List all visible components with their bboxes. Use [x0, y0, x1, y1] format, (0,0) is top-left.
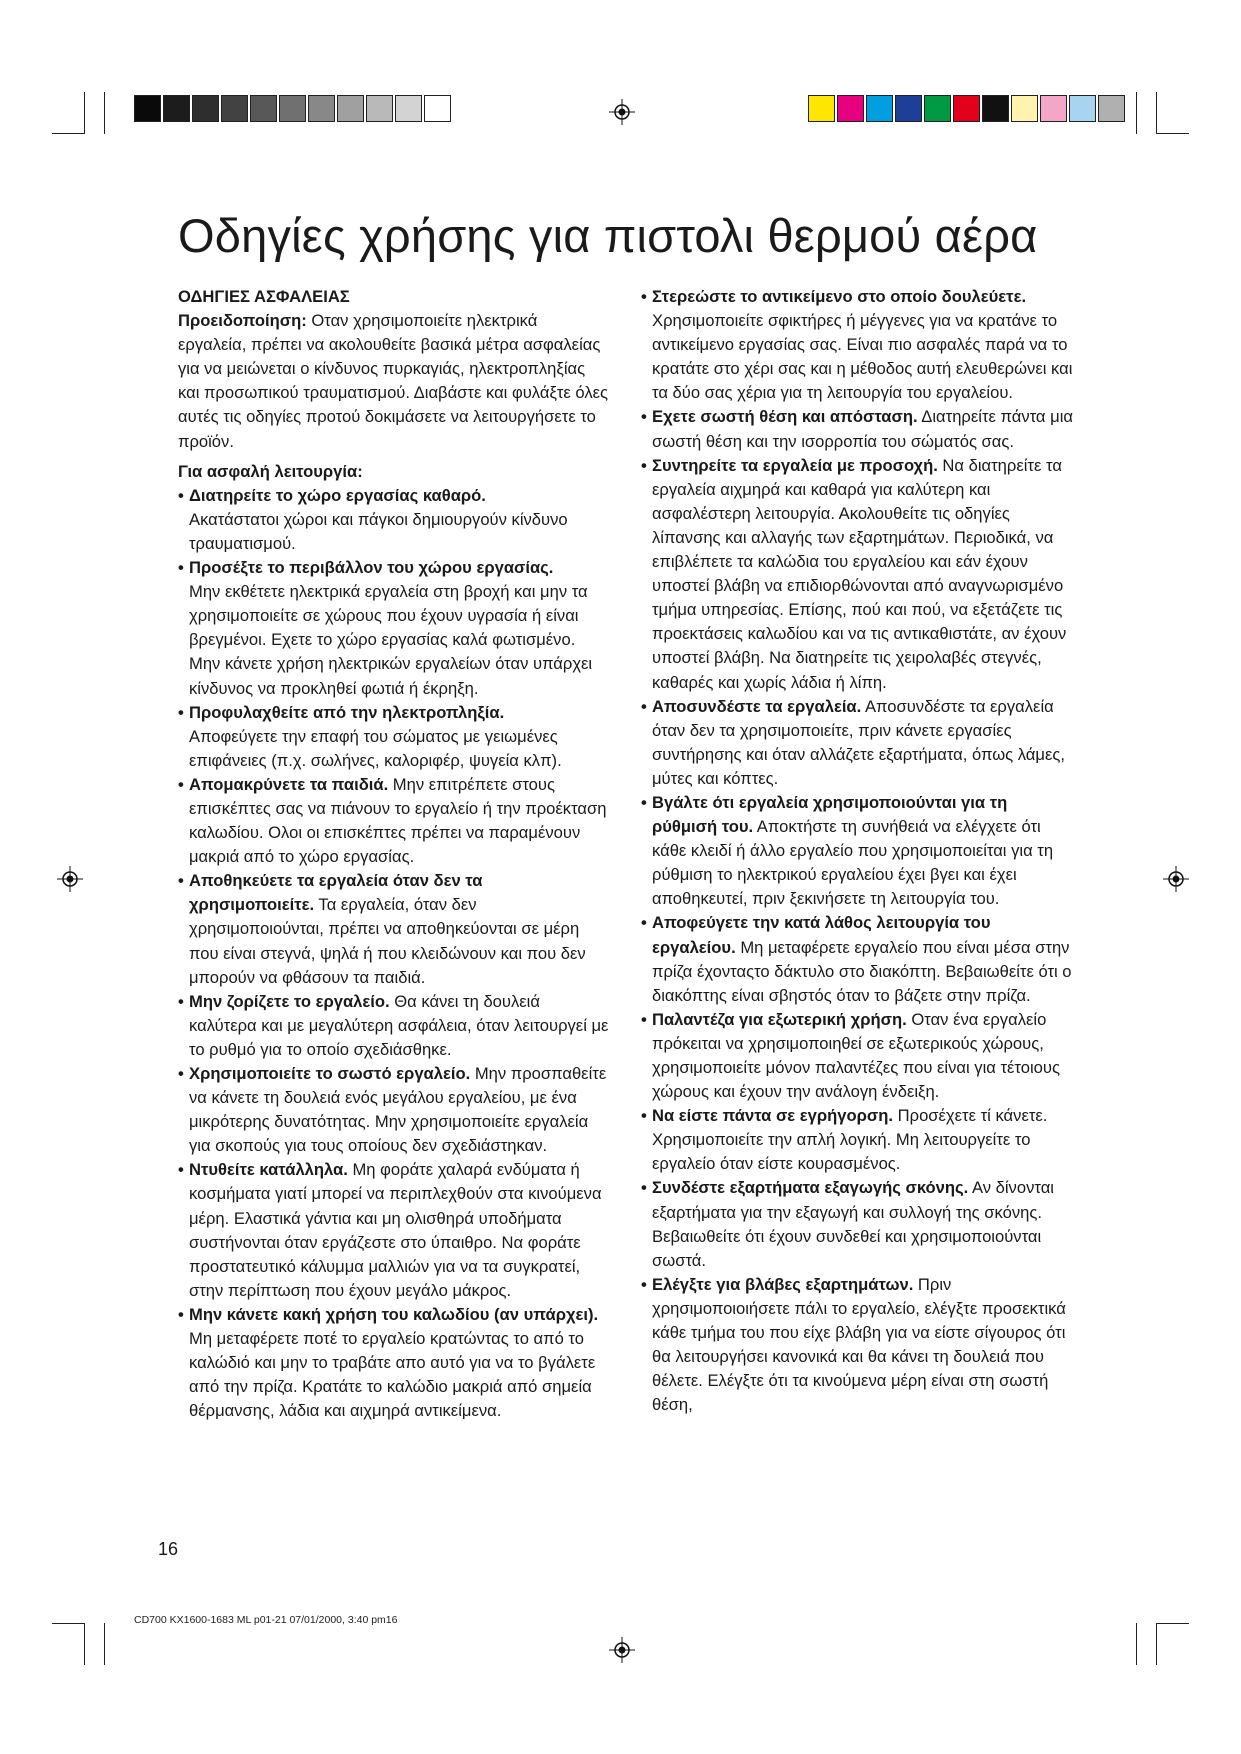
safety-item-body	[189, 1062, 610, 1158]
safety-item-title: Διατηρείτε το χώρο εργασίας καθαρό.	[189, 485, 486, 505]
bullet-icon: •	[641, 792, 647, 812]
safety-item-text: Ακατάστατοι χώροι και πάγκοι δημιουργούν κίνδυνο τραυματισμού.	[189, 509, 568, 553]
safety-item-body	[652, 695, 1073, 791]
gray-swatch-2	[192, 95, 219, 122]
bullet-icon: •	[641, 696, 647, 716]
color-swatch-4	[924, 95, 951, 122]
safety-heading: ΟΔΗΓΙΕΣ ΑΣΦΑΛΕΙΑΣ	[178, 287, 350, 306]
safety-item	[641, 1104, 1073, 1176]
safety-item-title: Μην κάνετε κακή χρήση του καλωδίου (αν υπάρχει).	[189, 1304, 599, 1324]
warning-paragraph	[178, 309, 610, 454]
safety-item-title: Αποθηκεύετε τα εργαλεία όταν δεν τα χρησιμοποιείτε.	[189, 871, 483, 915]
safety-item-text: Αποσυνδέστε τα εργαλεία όταν δεν τα χρησιμοποιείτε, πριν κάνετε εργασίες συντήρησης και όταν αλλάζετε εξαρτήματα, όπως λάμες, μύτες και κόπτες.	[652, 696, 1065, 788]
bullet-icon: •	[641, 913, 647, 933]
bullet-icon: •	[178, 774, 184, 794]
safety-item-body	[652, 1273, 1073, 1418]
page-number: 16	[158, 1539, 179, 1559]
safety-item-text: Οταν ένα εργαλείο πρόκειται να χρησιμοποιηθεί σε εξωτερικούς χώρους, χρησιμοποιείτε μόνον παλαντέζες που είναι για τέτοιους χώρους και έχουν την ανάλογη ένδειξη.	[652, 1009, 1060, 1102]
gray-swatch-6	[308, 95, 335, 122]
safety-item-body	[652, 1176, 1073, 1272]
gray-swatch-9	[395, 95, 422, 122]
bullet-icon: •	[641, 407, 647, 427]
safety-item-title: Παλαντέζα για εξωτερική χρήση.	[652, 1009, 907, 1029]
safety-item	[641, 1273, 1073, 1418]
safety-item-body	[189, 869, 610, 989]
color-swatch-9	[1069, 95, 1096, 122]
bullet-icon: •	[641, 1178, 647, 1198]
warning-text: Οταν χρησιμοποιείτε ηλεκτρικά εργαλεία, πρέπει να ακολουθείτε βασικά μέτρα ασφαλείας για να μειώνεται ο κίνδυνος πυρκαγιάς, ηλεκτροπληξίας και προσωπικού τραυματισμού. Διαβάστε και φυλάξτε όλες αυτές τις οδηγίες προτού δοκιμάσετε να λειτουργήσετε το προϊόν.	[178, 311, 609, 451]
safety-item	[178, 701, 610, 773]
safety-item-body	[189, 1158, 610, 1303]
color-swatch-7	[1011, 95, 1038, 122]
gray-swatch-5	[279, 95, 306, 122]
bullet-icon: •	[178, 1064, 184, 1083]
safety-item	[178, 1062, 610, 1158]
safety-item-body	[652, 405, 1073, 453]
safety-item	[641, 285, 1073, 405]
safety-item-title: Εχετε σωστή θέση και απόσταση.	[652, 407, 918, 427]
color-swatch-0	[808, 95, 835, 122]
registration-mark-icon	[57, 866, 83, 892]
safety-item-title: Μην ζορίζετε το εργαλείο.	[189, 991, 390, 1011]
safety-item-title: Ελέγξτε για βλάβες εξαρτημάτων.	[652, 1274, 914, 1294]
safety-item-text: Μη μεταφέρετε ποτέ το εργαλείο κρατώντας το από το καλώδιό και μην το τραβάτε απο αυτό για να το βγάλετε από την πρίζα. Κρατάτε το καλώδιο μακριά από σημεία θέρμανσης, λάδια και αιχμηρά αντικείμενα.	[189, 1329, 596, 1421]
warning-label: Προειδοποίηση:	[178, 311, 307, 331]
bullet-icon: •	[641, 455, 647, 475]
safety-item-body	[189, 484, 610, 556]
safety-item-text: Να διατηρείτε τα εργαλεία αιχμηρά και καθαρά για καλύτερη και ασφαλέστερη λειτουργία. Ακολουθείτε τις οδηγίες λίπανσης και αλλαγής των εξαρτημάτων. Περιοδικά, να επιβλέπετε τα καλώδια του εργαλείου και εάν έχουν υποστεί βλάβη να επιδιορθώνονται από αναγνωρισμένο τμήμα υπηρεσίας. Επίσης, πού και πού, να εξετάζετε τις προεκτάσεις καλωδίου και να τις αντικαθιστάτε, αν έχουν υποστεί βλάβη. Να διατηρείτε τις χειρολαβές στεγνές, καθαρές και χωρίς λάδια ή λίπη.	[652, 455, 1067, 692]
safety-item-title: Χρησιμοποιείτε το σωστό εργαλείο.	[189, 1064, 471, 1083]
safety-item-text: Αποφεύγετε την επαφή του σώματος με γειωμένες επιφάνειες (π.χ. σωλήνες, καλοριφέρ, ψυγεία κλπ).	[189, 726, 562, 770]
safety-item-text: Μην προσπαθείτε να κάνετε τη δουλειά ενός μεγάλου εργαλείου, με ένα μικρότερης δυνατότητας. Μην χρησιμοποιείτε εργαλεία για σκοπούς για τους οποίους δεν σχεδιάστηκαν.	[189, 1064, 607, 1156]
safety-item-title: Βγάλτε ότι εργαλεία χρησιμοποιούνται για τη ρύθμισή του.	[652, 792, 1008, 837]
registration-mark-icon	[609, 99, 635, 125]
safety-item-text: Θα κάνει τη δουλειά καλύτερα και με μεγαλύτερη ασφάλεια, όταν λειτουργεί με το ρυθμό για το οποίο σχεδιάσθηκε.	[189, 991, 609, 1059]
safety-item-text: Μη μεταφέρετε εργαλείο που είναι μέσα στην πρίζα έχονταςτο δάκτυλο στο διακόπτη. Βεβαιωθείτε ότι ο διακόπτης είναι σβηστός όταν το βάζετε στην πρίζα.	[652, 937, 1072, 1005]
color-swatch-6	[982, 95, 1009, 122]
gray-swatch-7	[337, 95, 364, 122]
color-swatch-1	[837, 95, 864, 122]
safety-item-title: Στερεώστε το αντικείμενο στο οποίο δουλεύετε.	[652, 287, 1027, 306]
bullet-icon: •	[178, 485, 184, 505]
safety-item	[641, 791, 1073, 911]
color-swatch-3	[895, 95, 922, 122]
safety-item	[641, 1176, 1073, 1272]
bullet-icon: •	[178, 1304, 184, 1324]
safe-operation-heading: Για ασφαλή λειτουργία:	[178, 461, 363, 481]
safety-item	[641, 405, 1073, 453]
gray-swatch-0	[134, 95, 161, 122]
color-swatch-8	[1040, 95, 1067, 122]
safety-item-body	[652, 911, 1073, 1007]
safety-item-text: Μη φοράτε χαλαρά ενδύματα ή κοσμήματα γιατί μπορεί να περιπλεχθούν στα κινούμενα μέρη. Ελαστικά γάντια και μη ολισθηρά υποδήματα συστήνονται όταν εργάζεστε στο ύπαιθρο. Να φοράτε προστατευτικό κάλυμμα μαλλιών για να τα συγκρατεί, στην περίπτωση που έχουν μεγάλο μάκρος.	[189, 1160, 602, 1300]
safety-item-text: Διατηρείτε πάντα μια σωστή θέση και την ισορροπία του σώματός σας.	[652, 407, 1073, 451]
bullet-icon: •	[641, 1009, 647, 1029]
safety-item-text: Τα εργαλεία, όταν δεν χρησιμοποιούνται, πρέπει να αποθηκεύονται σε μέρη που είναι στεγνά, ψηλά ή που κλειδώνουν και που δεν μπορούν να φθάσουν τα παιδιά.	[189, 895, 586, 987]
safety-item-body	[189, 773, 610, 869]
safety-item-title: Συνδέστε εξαρτήματα εξαγωγής σκόνης.	[652, 1178, 969, 1198]
safety-item-title: Αποσυνδέστε τα εργαλεία.	[652, 696, 862, 716]
gray-swatch-4	[250, 95, 277, 122]
bullet-icon: •	[178, 991, 184, 1011]
safety-item-text: Μην εκθέτετε ηλεκτρικά εργαλεία στη βροχή και μην τα χρησιμοποιείτε σε χώρους που έχουν υγρασία ή είναι βρεγμένοι. Εχετε το χώρο εργασίας καλά φωτισμένο. Μην κάνετε χρήση ηλεκτρικών εργαλείων όταν υπάρχει κίνδυνος να προκληθεί φωτιά ή έκρηξη.	[189, 582, 593, 698]
safety-item-body	[652, 454, 1073, 695]
safety-item-body	[652, 285, 1073, 405]
safety-item	[641, 454, 1073, 695]
gray-swatch-3	[221, 95, 248, 122]
bullet-icon: •	[178, 1160, 184, 1180]
gray-swatch-10	[424, 95, 451, 122]
bullet-icon: •	[641, 1106, 647, 1126]
safety-item-text: Προσέχετε τί κάνετε. Χρησιμοποιείτε την απλή λογική. Μη λειτουργείτε το εργαλείο όταν είστε κουρασμένος.	[652, 1106, 1048, 1174]
safety-item-title: Προφυλαχθείτε από την ηλεκτροπληξία.	[189, 702, 505, 722]
bullet-icon: •	[641, 287, 647, 306]
safety-list-left	[178, 484, 610, 1424]
safety-item-text: Αν δίνονται εξαρτήματα για την εξαγωγή και συλλογή της σκόνης. Βεβαιωθείτε ότι έχουν συνδεθεί και χρησιμοποιούνται σωστά.	[652, 1178, 1054, 1270]
safety-item-text: Αποκτήστε τη συνήθειά να ελέγχετε ότι κάθε κλειδί ή άλλο εργαλείο που χρησιμοποιείται για τη ρύθμιση το ηλεκτρικού εργαλείου έχει βγει και έχει αποθηκευτεί, πριν ξεκινήσετε τη λειτουργία του.	[652, 817, 1054, 909]
safety-item	[178, 556, 610, 701]
bullet-icon: •	[641, 1274, 647, 1294]
safety-item-body	[189, 1303, 610, 1423]
safety-item	[641, 695, 1073, 791]
color-swatch-2	[866, 95, 893, 122]
bullet-icon: •	[178, 702, 184, 722]
registration-mark-icon	[1163, 866, 1189, 892]
safety-item-body	[652, 791, 1073, 911]
color-swatch-5	[953, 95, 980, 122]
safety-item	[641, 1008, 1073, 1104]
safety-item-text: Χρησιμοποιείτε σφικτήρες ή μέγγενες για να κρατάνε το αντικείμενο εργασίας σας. Είναι πιο ασφαλές παρά να το κρατάτε στο χέρι σας και η μέθοδος αυτή ελευθερώνει και τα δύο σας χέρια για τη λειτουργία του εργαλείου.	[652, 311, 1073, 403]
color-calibration-bar	[808, 95, 1127, 122]
bullet-icon: •	[178, 871, 184, 891]
safety-item	[178, 990, 610, 1062]
safety-item-title: Αποφεύγετε την κατά λάθος λειτουργία του εργαλείου.	[652, 913, 991, 957]
safety-item-body	[652, 1008, 1073, 1104]
safety-list-right	[641, 285, 1073, 1417]
safety-item-text: Μην επιτρέπετε στους επισκέπτες σας να πιάνουν το εργαλείο ή την προέκταση καλωδίου. Ολοι οι επισκέπτες πρέπει να παραμένουν μακριά από το χώρο εργασίας.	[189, 774, 607, 867]
safety-item	[641, 911, 1073, 1007]
page-title: Οδηγίες χρήσης για πιστολι θερμού αέρα	[178, 209, 1038, 262]
safety-item-title: Συντηρείτε τα εργαλεία με προσοχή.	[652, 455, 938, 475]
safety-item-body	[189, 990, 610, 1062]
safety-item-title: Προσέξτε το περιβάλλον του χώρου εργασίας.	[189, 558, 554, 578]
right-column	[641, 285, 1073, 1417]
safety-item	[178, 869, 610, 989]
grayscale-calibration-bar	[134, 95, 453, 122]
registration-mark-icon	[609, 1637, 635, 1663]
gray-swatch-1	[163, 95, 190, 122]
gray-swatch-8	[366, 95, 393, 122]
safety-item	[178, 1158, 610, 1303]
safety-item	[178, 773, 610, 869]
bullet-icon: •	[178, 558, 184, 578]
safety-item	[178, 1303, 610, 1423]
safety-item-body	[652, 1104, 1073, 1176]
safety-item-text: Πριν χρησιμοποιοιήσετε πάλι το εργαλείο, ελέγξτε προσεκτικά κάθε τμήμα του που είχε βλάβη για να είστε σίγουρος ότι θα λειτουργήσει κανονικά και θα κάνει τη δουλειά που θέλετε. Ελέγξτε ότι τα κινούμενα μέρη είναι στη σωστή θέση,	[652, 1274, 1066, 1415]
safety-item-title: Απομακρύνετε τα παιδιά.	[189, 774, 389, 794]
safety-item-title: Ντυθείτε κατάλληλα.	[189, 1160, 348, 1180]
print-footer: CD700 KX1600-1683 ML p01-21 07/01/2000, 3:40 pm16	[134, 1614, 398, 1626]
left-column	[178, 285, 610, 1423]
safety-item-body	[189, 701, 610, 773]
safety-item-body	[189, 556, 610, 701]
color-swatch-10	[1098, 95, 1125, 122]
safety-item-title: Να είστε πάντα σε εγρήγορση.	[652, 1106, 894, 1126]
safety-item	[178, 484, 610, 556]
